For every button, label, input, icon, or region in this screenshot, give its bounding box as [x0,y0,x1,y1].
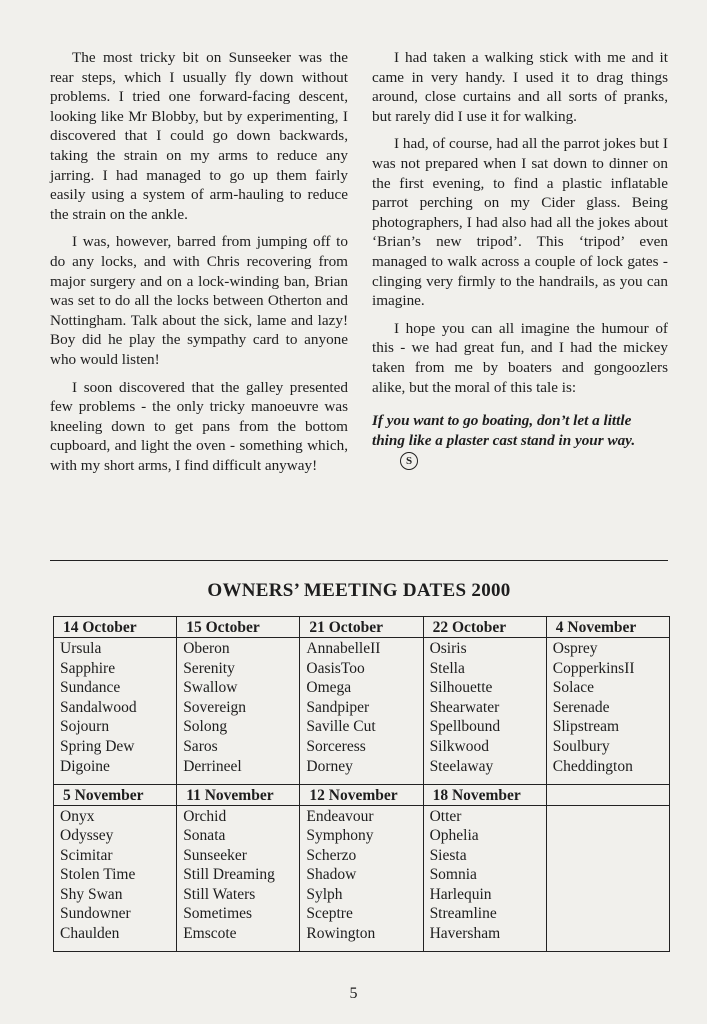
meeting-dates-title: OWNERS’ MEETING DATES 2000 [207,580,511,601]
boat-name: Swallow [183,679,238,697]
boat-name: Osprey [552,640,598,657]
boat-name: Orchid [183,807,227,825]
boat-name: Symphony [306,827,374,845]
boat-name: Steelaway [429,757,494,775]
meeting-date-cell [546,784,669,952]
meeting-date-header: 15 October [177,617,299,638]
boat-name: Cheddington [552,757,633,775]
article-paragraph: I hope you can all imagine the humour of this - we had great fun, and I had the mickey taken from me by boaters and gongoozlers alike, but the moral of this tale is: [372,319,668,396]
boat-name: Silkwood [429,737,489,755]
boat-name: Sundowner [60,905,131,923]
boat-list [177,806,299,944]
article-paragraph: I had, of course, had all the parrot jokes but I was not prepared when I sat down to dinner on the first evening, to find a plastic inflatable parrot perching on my Cider glass. Being photographers, I had also had all the jokes about ‘Brian’s new tripod’. This ‘tripod’ even managed to walk across a couple of lock gates - clinging very firmly to the handrails, as you can imagine. [372,135,668,310]
meeting-date-cell [300,784,423,952]
boat-name: Emscote [183,925,237,943]
meeting-date-cell [546,617,669,785]
boat-name: Dorney [306,757,353,775]
section-divider [50,560,668,561]
boat-name: Streamline [429,905,497,923]
boat-name: Still Dreaming [183,866,275,884]
article-paragraph: I soon discovered that the galley presented few problems - the only tricky manoeuvre was kneeling down to get pans from the bottom cupboard, and light the oven - something which, with my short arms, I find difficult anyway! [50,378,348,474]
boat-name: Sunseeker [183,846,247,864]
meeting-date-cell [300,617,423,785]
boat-name: Spellbound [429,718,501,736]
boat-name: Endeavour [306,807,374,825]
boat-name: Sandpiper [306,698,370,716]
meeting-row [54,784,670,952]
boat-name: Soulbury [552,737,610,755]
boat-name: Slipstream [552,718,620,736]
boat-list [424,806,546,944]
boat-name: Sonata [183,827,226,845]
meeting-date-cell [423,784,546,952]
meeting-date-header: 12 November [300,785,422,806]
boat-list [424,638,546,776]
article-paragraph: The most tricky bit on Sunseeker was the rear steps, which I usually fly down without problems. I tried one forward-facing descent, looking like Mr Blobby, but by experimenting, I discovered that I could go down backwards, taking the strain on my arms to reduce any jarring. I had managed to go up them fairly easily using a system of arm-hauling to reduce the strain on the ankle. [50,49,348,223]
article-paragraph: I was, however, barred from jumping off to do any locks, and with Chris recovering from major surgery and on a lock-winding ban, Brian was set to do all the locks between Otherton and Nottingham. Talk about the sick, lame and lazy! Boy did he play the sympathy card to anyone who would listen! [50,233,348,368]
meeting-date-cell [54,784,177,952]
article-left-column [50,48,348,483]
boat-name: OasisToo [306,659,365,677]
boat-name: Oberon [183,640,230,657]
meeting-date-cell [423,617,546,785]
meeting-dates-table [53,616,670,952]
boat-name: Sojourn [60,718,110,736]
boat-name: Omega [306,679,352,697]
boat-name: Shadow [306,866,357,884]
end-mark-icon: S [400,452,418,470]
boat-name: Sylph [306,885,343,903]
boat-name: Derrineel [183,757,242,775]
meeting-date-header: 21 October [300,617,422,638]
meeting-date-header: 11 November [177,785,299,806]
boat-name: Harlequin [429,885,492,903]
boat-name: Scimitar [60,846,113,864]
boat-name: Scherzo [306,846,357,864]
boat-name: Odyssey [60,827,114,845]
boat-name: Serenade [552,698,610,716]
boat-name: Solace [552,679,595,697]
boat-name: Solong [183,718,228,736]
meeting-date-header: 4 November [547,617,669,638]
boat-name: Digoine [60,757,110,775]
boat-name: Sovereign [183,698,247,716]
boat-name: Otter [429,807,462,825]
boat-name: Serenity [183,659,235,677]
boat-name: Osiris [429,640,467,657]
meeting-date-header: 22 October [424,617,546,638]
boat-list [177,638,299,776]
meeting-row [54,617,670,785]
boat-name: Still Waters [183,885,256,903]
boat-list [54,638,176,776]
boat-name: Onyx [60,807,95,825]
meeting-date-header [547,785,669,806]
meeting-date-cell [54,617,177,785]
meeting-date-cell [177,617,300,785]
meeting-date-cell [177,784,300,952]
boat-name: Somnia [429,866,477,884]
article-paragraph: I had taken a walking stick with me and it came in very handy. I used it to drag things around, close curtains and all sorts of pranks, but rarely did I use it for walking. [372,49,668,125]
page-number: 5 [349,985,358,1002]
boat-list [54,806,176,944]
boat-name: Siesta [429,846,467,864]
boat-list [547,638,669,776]
boat-name: Haversham [429,925,501,943]
boat-name: Ophelia [429,827,479,845]
boat-name: Shearwater [429,698,500,716]
boat-name: Sapphire [60,659,116,677]
boat-list [547,806,669,807]
boat-name: Sorceress [306,737,366,755]
boat-list [300,806,422,944]
meeting-date-header: 5 November [54,785,176,806]
article-closing-line [372,411,668,470]
boat-name: Stella [429,659,465,677]
boat-name: CopperkinsII [552,659,635,677]
boat-name: Sometimes [183,905,253,923]
meeting-date-header: 18 November [424,785,546,806]
boat-name: Saville Cut [306,718,376,736]
boat-name: Rowington [306,925,376,943]
meeting-date-header: 14 October [54,617,176,638]
boat-name: Ursula [60,640,102,657]
boat-name: Chaulden [60,925,120,943]
boat-name: Stolen Time [60,866,136,884]
boat-name: Sundance [60,679,121,697]
boat-name: Sandalwood [60,698,137,716]
article-right-column [372,48,668,470]
boat-name: AnnabelleII [306,640,381,657]
boat-name: Spring Dew [60,737,135,755]
boat-name: Silhouette [429,679,493,697]
closing-text: If you want to go boating, don’t let a little thing like a plaster cast stand in your way. [372,412,636,449]
boat-list [300,638,422,776]
boat-name: Shy Swan [60,885,123,903]
boat-name: Sceptre [306,905,353,923]
boat-name: Saros [183,737,218,755]
